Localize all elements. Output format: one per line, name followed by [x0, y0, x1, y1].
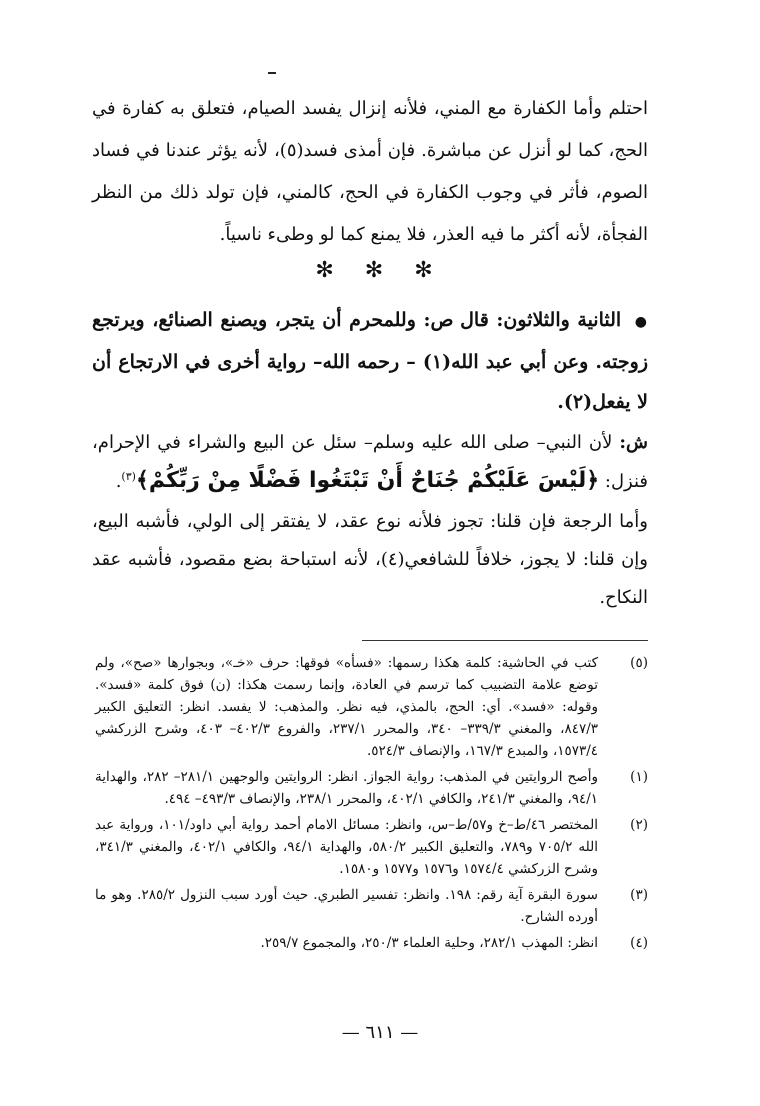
footnote-number: (٢): [630, 817, 648, 833]
footnote-item: [95, 766, 648, 810]
footnote-number: (٤): [630, 935, 648, 951]
section-divider-stars: ✻ ✻ ✻: [315, 258, 445, 283]
issue-32-paragraph: [92, 300, 648, 422]
page-number: — ٦١١ —: [341, 1022, 419, 1043]
paragraph-4: وأما الرجعة فإن قلنا: تجوز فلأنه نوع عقد، لا يفتقر إلى الولي، فأشبه البيع، وإن قلنا: لا يجوز، خلافاً للشافعي(٤)، لأنه استباحة بضع مقصود، فأشبه عقد النكاح.: [92, 511, 648, 608]
footnote-item: [95, 884, 648, 928]
footnote-text: انظر: المهذب ٢٨٢/١، وحلية العلماء ٢٥٠/٣، والمجموع ٢٥٩/٧.: [260, 935, 598, 951]
ink-mark: [268, 72, 276, 74]
quran-verse: ﴿لَيْسَ عَلَيْكُمْ جُنَاحٌ أَنْ تَبْتَغُوا فَضْلًا مِنْ رَبِّكُمْ﴾: [135, 468, 600, 493]
footnote-divider: [362, 640, 648, 641]
issue-label: الثانية والثلاثون:: [496, 309, 622, 331]
commentary-label: ش:: [619, 432, 648, 453]
footnote-text: كتب في الحاشية: كلمة هكذا رسمها: «فسأه» فوقها: حرف «خـ»، وبجوارها «صح»، ولم توضع علامة التضبيب كما ترسم في العادة، وإنما رسمت هكذا: (ن) فوق كلمة «فسد». وقوله: «فسد». أي: الحج، بالمذي، فيه نظر. والمذهب: لا يفسد. انظر: التعليق الكبير ٨٤٧/٣، والمغني ٣٣٩/٣– ٣٤٠، والمحرر ٢٣٧/١، والفروع ٤٠٢/٣– ٤٠٣، وشرح الزركشي ١٥٧٣/٤، والمبدع ١٦٧/٣، والإنصاف ٥٢٤/٣.: [95, 655, 599, 759]
issue-text: قال ص: وللمحرم أن يتجر، ويصنع الصنائع، ويرتجع زوجته. وعن أبي عبد الله(١) – رحمه الله– رواية أخرى في الارتجاع أن لا يفعل(٢).: [92, 309, 648, 413]
footnotes: [95, 652, 648, 958]
footnote-text: المختصر ٤٦/ط–خ و٥٧/ط–س، وانظر: مسائل الامام أحمد رواية أبي داود/١٠١، ورواية عبد الله ٧٠٥/٢ و٧٨٩، والتعليق الكبير ٥٨٠/٢، والهداية ٩٤/١، والكافي ٤٠٢/١، والمغني ٣٤١/٣، وشرح الزركشي ١٥٧٤/٤ و١٥٧٦ و١٥٧٧ و١٥٨٠.: [95, 817, 599, 877]
footnote-item: [95, 814, 648, 880]
footnote-ref-3: (٣): [121, 470, 136, 483]
footnote-item: [95, 652, 648, 762]
paragraph-1: احتلم وأما الكفارة مع المني، فلأنه إنزال يفسد الصيام، فتعلق به كفارة في الحج، كما لو أنزل عن مباشرة. فإن أمذى فسد(٥)، لأنه يؤثر عندنا في فساد الصوم، فأثر في وجوب الكفارة في الحج، كالمني، فإن تولد ذلك من النظر الفجأة، لأنه أكثر ما فيه العذر، فلا يمنع كما لو وطىء ناسياً.: [92, 98, 649, 245]
footnote-number: (١): [630, 769, 648, 785]
commentary-paragraph: ش: لأن النبي– صلى الله عليه وسلم– سئل عن البيع والشراء في الإحرام، فنزل: ﴿لَيْسَ عَلَيْكُمْ جُنَاحٌ أَنْ تَبْتَغُوا فَضْلًا مِنْ رَبِّكُمْ﴾$^{(٣)}$.: [92, 432, 648, 493]
footnote-number: (٥): [630, 655, 648, 671]
footnote-item: [95, 932, 648, 954]
bullet-icon: ●: [634, 314, 649, 330]
footnote-number: (٣): [630, 887, 648, 903]
commentary-text: لأن النبي– صلى الله عليه وسلم– سئل عن البيع والشراء في الإحرام، فنزل:: [92, 432, 648, 492]
footnote-text: سورة البقرة آية رقم: ١٩٨. وانظر: تفسير الطبري. حيث أورد سبب النزول ٢٨٥/٢. وهو ما أورده الشارح.: [95, 887, 598, 925]
footnote-text: وأصح الروايتين في المذهب: رواية الجواز. انظر: الروايتين والوجهين ٢٨١/١– ٢٨٢، والهداية ٩٤/١، والمغني ٢٤١/٣، والكافي ٤٠٢/١، والمحرر ٢٣٨/١، والإنصاف ٤٩٣/٣– ٤٩٤.: [95, 769, 598, 807]
